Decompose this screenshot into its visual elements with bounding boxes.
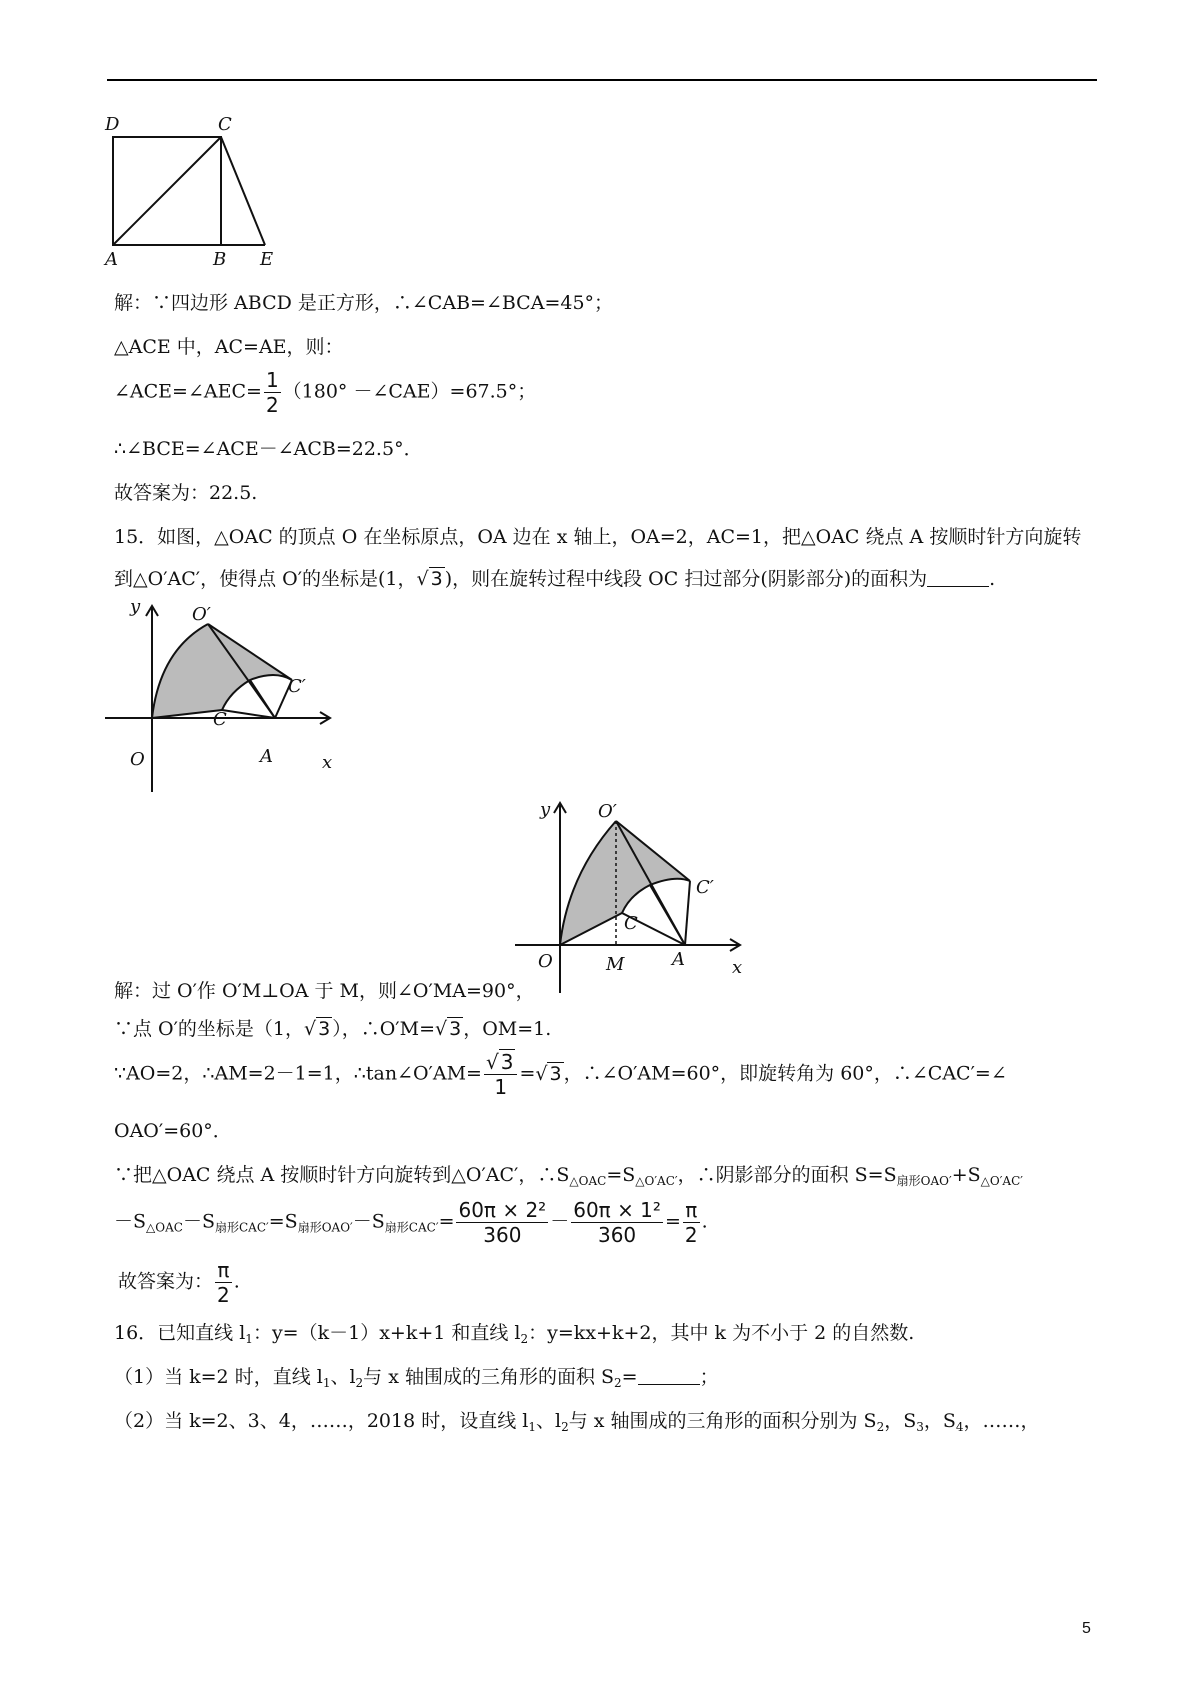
answer-blank (927, 566, 989, 587)
fraction-sqrt3-over-1: $\frac{√ 3}{1}$ (484, 1050, 517, 1099)
sol15-line2: ∵点 O′的坐标是（1，√ 3 ），∴O′M=√ 3 ，OM=1. (114, 1018, 552, 1040)
label-o-prime: O′ (192, 604, 211, 625)
fraction-pi-over-2: $\frac{\pi}{2}$ (684, 1198, 698, 1247)
label-c: C (218, 114, 232, 135)
sol15-line4: OAO′=60°． (114, 1120, 232, 1142)
label-o: O (538, 951, 553, 972)
label-m: M (606, 954, 625, 975)
label-c-prime: C′ (288, 676, 306, 697)
label-a: A (105, 249, 118, 270)
sol15-answer: 故答案为： $\frac{\pi}{2}$ . (118, 1258, 240, 1307)
fraction-sector-big: $\frac{\text{60π × 2²}}{360}$ (458, 1198, 547, 1247)
q16-line1: 16．已知直线 $l_1$：y=（k－1）x+k+1 和直线 $l_2$：y=kx+k+2，其中 k 为不小于 2 的自然数. (114, 1322, 915, 1346)
label-e: E (260, 249, 274, 270)
fraction-half: $\frac{1}{2}$ (265, 368, 279, 417)
answer-blank (638, 1364, 700, 1385)
sol14-line3: ∠ACE=∠AEC= $\frac{1}{2}$ （180° －∠CAE）=67.5°； (114, 368, 537, 417)
q16-line2: （1）当 k=2 时，直线 $l_1$、$l_2$与 x 轴围成的三角形的面积 $S_2=$ ； (114, 1366, 719, 1390)
sol15-line5: ∵把△OAC 绕点 A 按顺时针方向旋转到△O′AC′，$\therefore S_{\triangle OAC}=S_{\triangle O'AC'}$，∴阴影部分的面积 $S=S_{扇形OAO'}+S_{\triangle O'AC'}$ (114, 1164, 1024, 1188)
label-o: O (130, 749, 145, 770)
sol14-line4: ∴∠BCE=∠ACE－∠ACB=22.5°． (114, 438, 423, 460)
label-c: C (624, 913, 638, 934)
label-a: A (260, 746, 273, 767)
sol14-line1: 解：∵四边形 ABCD 是正方形，∴∠CAB=∠BCA=45°； (114, 292, 614, 314)
label-a: A (672, 949, 685, 970)
q15-line1: 15．如图，△OAC 的顶点 O 在坐标原点，OA 边在 x 轴上，OA=2，AC=1，把△OAC 绕点 A 按顺时针方向旋转 (114, 526, 1082, 548)
label-c-prime: C′ (696, 877, 714, 898)
figure-rotation-2 (510, 795, 760, 995)
q16-line3: （2）当 k=2、3、4，……，2018 时，设直线 $l_1$、$l_2$与 x 轴围成的三角形的面积分别为 $S_2$，$S_3$，$S_4$，……， (114, 1410, 1040, 1434)
axis-x-label: x (732, 957, 743, 978)
label-b: B (213, 249, 227, 270)
header-rule (107, 79, 1097, 81)
label-o-prime: O′ (598, 801, 617, 822)
sol15-line3: ∵AO=2，∴AM=2－1=1，∴tan∠O′AM= $\frac{√ 3}{1}$ =√ 3 ，∴∠O′AM=60°，即旋转角为 60°，∴∠CAC′=∠ (114, 1050, 1007, 1099)
answer-fraction: $\frac{\pi}{2}$ (217, 1258, 230, 1307)
sol14-line2: △ACE 中，AC=AE，则： (114, 336, 344, 358)
fraction-sector-small: $\frac{\text{60π × 1²}}{360}$ (573, 1198, 661, 1247)
sol15-line6: $-S_{\triangle OAC}-S_{扇形CAC'}=S_{扇形OAO'}-S_{扇形CAC'}=$ $\frac{\text{60π × 2²}}{360}$ － $\frac{\text{60π × 1²}}{360}$ = $\frac{\pi}{2}$ . (114, 1198, 708, 1247)
axis-x-label: x (322, 752, 333, 773)
page-number: 5 (1082, 1620, 1091, 1637)
sol14-answer: 故答案为：22.5. (114, 482, 258, 504)
axis-y-label: y (540, 799, 551, 820)
figure-rotation-1 (100, 600, 350, 800)
axis-y-label: y (130, 600, 141, 617)
figure-square-abcd (100, 110, 290, 270)
label-d: D (105, 114, 120, 135)
sol15-line1: 解：过 O′作 O′M⊥OA 于 M，则∠O′MA=90°， (114, 980, 535, 1002)
q15-line2: 到△O′AC′，使得点 O′的坐标是(1，√ 3 )，则在旋转过程中线段 OC 扫过部分(阴影部分)的面积为 . (114, 568, 996, 590)
label-c: C (213, 709, 227, 730)
